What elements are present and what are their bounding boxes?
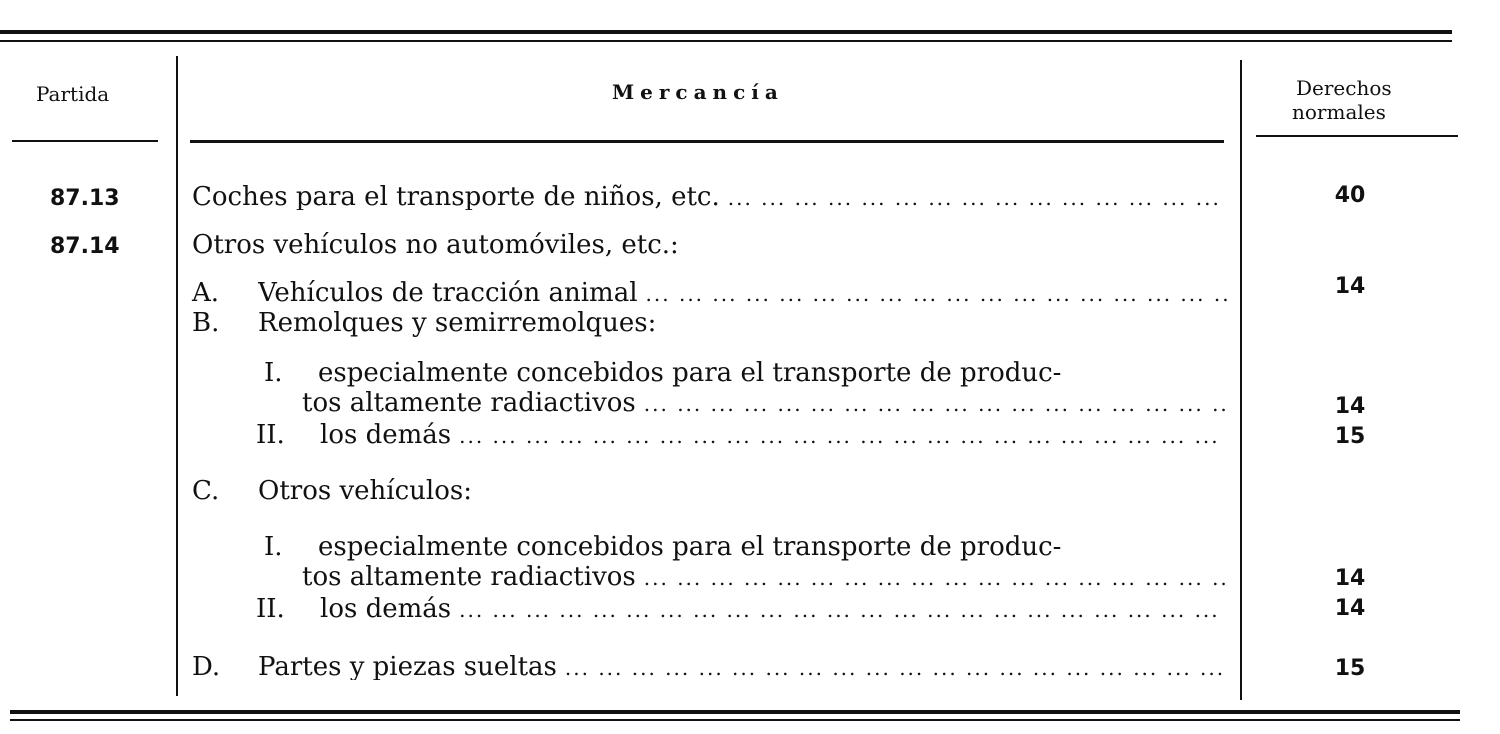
header-underline-partida [12, 140, 158, 142]
header-underline-mercancia [190, 140, 1224, 143]
label-d: D. [192, 652, 221, 682]
label-b1: I. [264, 358, 283, 388]
code-87-14: 87.14 [50, 234, 120, 259]
column-divider-left [176, 56, 178, 696]
header-derechos-line2: normales [1292, 100, 1386, 124]
code-87-13: 87.13 [50, 186, 120, 211]
desc-b2 [320, 422, 1228, 448]
top-rule-thick [0, 30, 1452, 34]
leader-dots [636, 568, 1228, 588]
desc-c1-line2-text: tos altamente radiactivos [302, 564, 636, 590]
desc-c: Otros vehículos: [258, 476, 472, 506]
duty-c1: 14 [1334, 566, 1366, 591]
label-c1: I. [264, 532, 283, 562]
bottom-rule-thick [10, 710, 1460, 714]
header-underline-derechos [1256, 135, 1458, 137]
desc-d-text: Partes y piezas sueltas [258, 654, 557, 680]
header-partida: Partida [36, 82, 110, 106]
label-a: A. [192, 278, 220, 308]
column-divider-right [1240, 60, 1242, 700]
header-mercancia: Mercancía [612, 80, 784, 104]
desc-d [258, 654, 1228, 680]
leader-dots [720, 188, 1228, 208]
desc-87-13-text: Coches para el transporte de niños, etc. [192, 184, 720, 210]
desc-c1-line1: especialmente concebidos para el transporte de produc- [318, 532, 1062, 562]
label-b2: II. [256, 420, 285, 450]
desc-b: Remolques y semirremolques: [258, 308, 657, 338]
leader-dots [638, 284, 1228, 304]
desc-a [258, 280, 1228, 306]
desc-87-13 [192, 184, 1228, 210]
label-c2: II. [256, 594, 285, 624]
label-b: B. [192, 308, 220, 338]
top-rule-thin [0, 40, 1452, 42]
desc-b2-text: los demás [320, 422, 452, 448]
desc-87-14: Otros vehículos no automóviles, etc.: [192, 230, 679, 260]
leader-dots [557, 658, 1228, 678]
desc-b1-line2 [302, 390, 1228, 416]
desc-b1-line1: especialmente concebidos para el transporte de produc- [318, 358, 1062, 388]
desc-c2 [320, 596, 1228, 622]
header-derechos-line1: Derechos [1296, 76, 1392, 100]
desc-a-text: Vehículos de tracción animal [258, 280, 638, 306]
duty-d: 15 [1334, 656, 1366, 681]
desc-c2-text: los demás [320, 596, 452, 622]
desc-c1-line2 [302, 564, 1228, 590]
label-c: C. [192, 476, 220, 506]
duty-87-13: 40 [1334, 183, 1366, 208]
leader-dots [451, 600, 1228, 620]
duty-b1: 14 [1334, 394, 1366, 419]
duty-b2: 15 [1334, 424, 1366, 449]
duty-a: 14 [1334, 274, 1366, 299]
desc-b1-line2-text: tos altamente radiactivos [302, 390, 636, 416]
leader-dots [451, 426, 1228, 446]
duty-c2: 14 [1334, 596, 1366, 621]
bottom-rule-thin [10, 719, 1460, 721]
leader-dots [636, 394, 1228, 414]
